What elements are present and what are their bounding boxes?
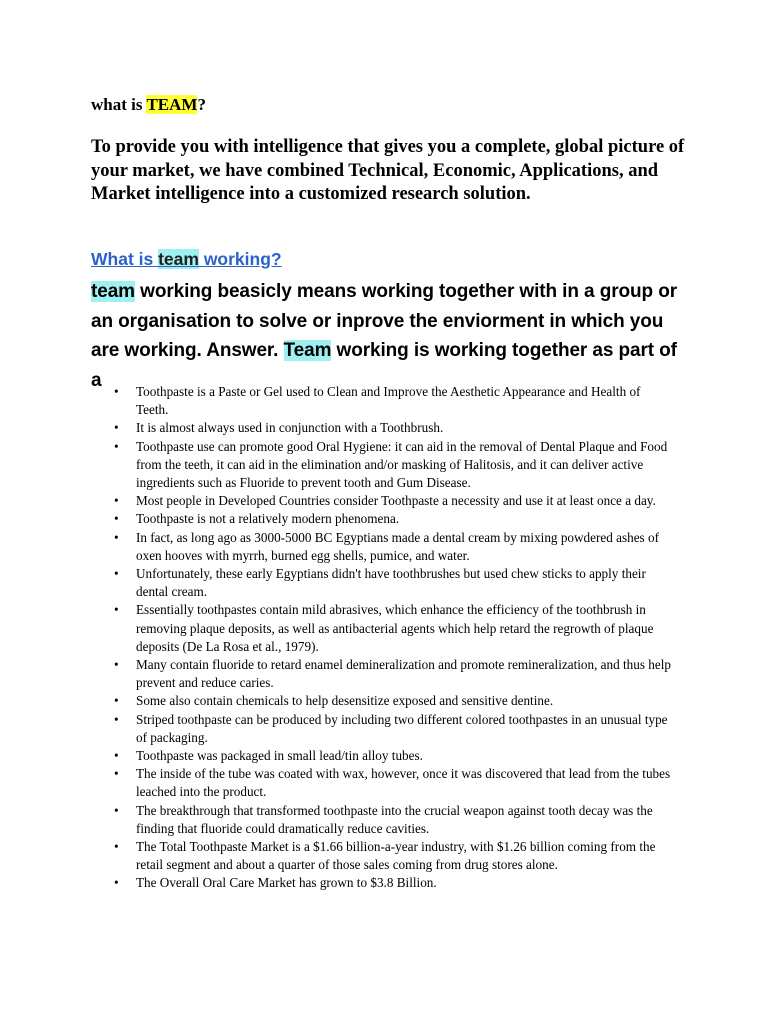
section-heading-team-working	[91, 249, 282, 270]
list-item: • The inside of the tube was coated with wax, however, once it was discovered that lead from the tubes leached into the product.	[110, 765, 675, 801]
highlighted-term-team-lead: team	[91, 281, 135, 302]
list-item: • Toothpaste use can promote good Oral Hygiene: it can aid in the removal of Dental Plaque and Food from the teeth, it can aid in the elimination and/or masking of Halitosis, and it can deliver active ingredients such as Fluoride to prevent tooth and Gum Disease.	[110, 438, 675, 493]
highlighted-term-team: TEAM	[146, 95, 198, 114]
list-item: • Many contain fluoride to retard enamel demineralization and promote remineralization, and thus help prevent and reduce caries.	[110, 656, 675, 692]
heading-prefix: What is	[91, 249, 159, 269]
list-item: • Toothpaste is a Paste or Gel used to Clean and Improve the Aesthetic Appearance and Health of Teeth.	[110, 383, 675, 419]
list-item: • The Overall Oral Care Market has grown to $3.8 Billion.	[110, 874, 675, 892]
toothpaste-bullet-list	[110, 383, 675, 893]
list-item: • Striped toothpaste can be produced by including two different colored toothpastes in an unusual type of packaging.	[110, 711, 675, 747]
heading-suffix: working?	[198, 249, 282, 269]
highlighted-term-team-2: team	[158, 249, 199, 269]
list-item: • In fact, as long ago as 3000-5000 BC Egyptians made a dental cream by mixing powdered ashes of oxen hooves with myrrh, burned egg shells, pumice, and water.	[110, 529, 675, 565]
list-item: • Unfortunately, these early Egyptians didn't have toothbrushes but used chew sticks to apply their dental cream.	[110, 565, 675, 601]
list-item: • Toothpaste was packaged in small lead/tin alloy tubes.	[110, 747, 675, 765]
list-item: • Toothpaste is not a relatively modern phenomena.	[110, 510, 675, 528]
list-item: • It is almost always used in conjunction with a Toothbrush.	[110, 419, 675, 437]
question-heading-team	[91, 95, 206, 115]
highlighted-term-team-answer: Team	[283, 340, 332, 361]
question-suffix: ?	[197, 95, 206, 114]
answer-body: working beasicly means working together with in a group or an organisation to solve or inprove the enviorment in which you are working. Answer.	[91, 281, 677, 361]
list-item: • Most people in Developed Countries consider Toothpaste a necessity and use it at least once a day.	[110, 492, 675, 510]
list-item: • The breakthrough that transformed toothpaste into the crucial weapon against tooth decay was the finding that fluoride could dramatically reduce cavities.	[110, 802, 675, 838]
answer-paragraph	[91, 277, 691, 395]
question-prefix: what is	[91, 95, 147, 114]
answer-tail: working is working together as part of a	[91, 340, 677, 391]
list-item: • The Total Toothpaste Market is a $1.66 billion-a-year industry, with $1.26 billion coming from the retail segment and about a quarter of those sales coming from drug stores alone.	[110, 838, 675, 874]
intro-paragraph: To provide you with intelligence that gives you a complete, global picture of your market, we have combined Technical, Economic, Applications, and Market intelligence into a customized research solution.	[91, 137, 685, 204]
list-item: • Essentially toothpastes contain mild abrasives, which enhance the efficiency of the toothbrush in removing plaque deposits, as well as antibacterial agents which help retard the regrowth of plaque deposits (De La Rosa et al., 1979).	[110, 601, 675, 656]
list-item: • Some also contain chemicals to help desensitize exposed and sensitive dentine.	[110, 692, 675, 710]
